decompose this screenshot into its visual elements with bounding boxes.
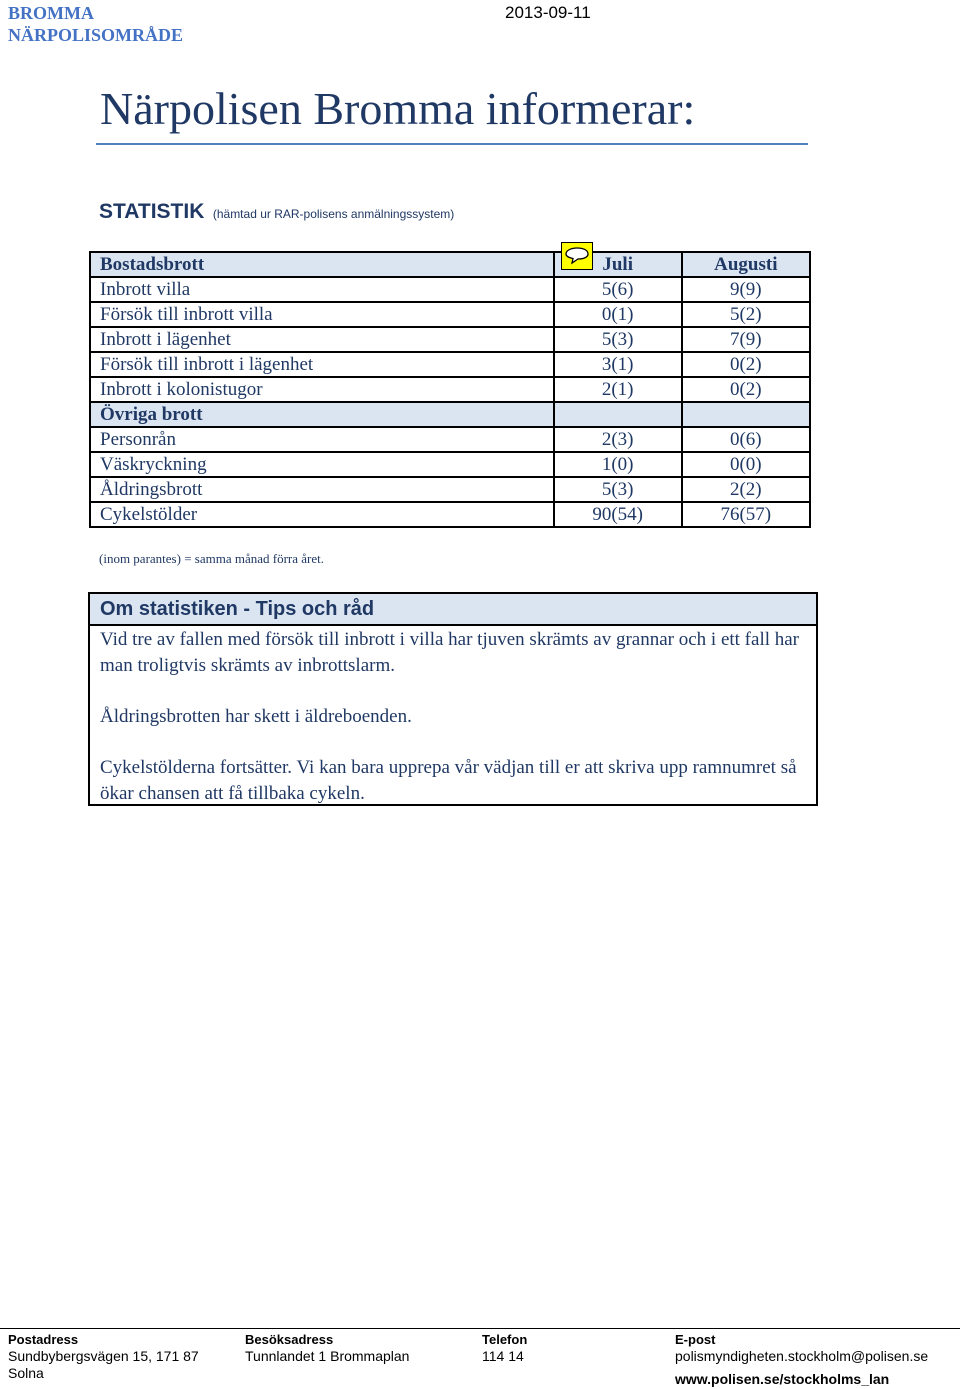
document-date: 2013-09-11 xyxy=(505,3,591,22)
value-juli: 0(1) xyxy=(554,302,682,327)
footer-besoksadress xyxy=(245,1331,409,1365)
value-juli: 5(3) xyxy=(554,477,682,502)
table-row xyxy=(90,377,810,402)
empty-cell xyxy=(554,402,682,427)
footer-epost xyxy=(675,1331,928,1388)
table-section-header xyxy=(90,402,810,427)
value-juli: 5(6) xyxy=(554,277,682,302)
statistics-heading-sub: (hämtad ur RAR-polisens anmälningssystem) xyxy=(212,207,455,221)
org-name-line2: NÄRPOLISOMRÅDE xyxy=(8,25,184,45)
footer-telefon xyxy=(482,1331,527,1365)
website-link[interactable]: www.polisen.se/stockholms_lan xyxy=(675,1371,890,1387)
table-section-header xyxy=(90,252,810,277)
row-label: Väskryckning xyxy=(90,452,554,477)
tips-paragraph: Vid tre av fallen med försök till inbrott i villa har tjuven skrämts av grannar och i ett fall har man troligtvis skrämts av inbrottslarm. xyxy=(100,629,800,676)
email-link[interactable]: polismyndigheten.stockholm@polisen.se xyxy=(675,1348,929,1364)
section-label-ovriga-brott: Övriga brott xyxy=(90,402,554,427)
footer-label: Postadress xyxy=(8,1332,79,1347)
statistics-table xyxy=(89,251,811,528)
value-augusti: 9(9) xyxy=(682,277,810,302)
row-label: Inbrott i lägenhet xyxy=(90,327,554,352)
footer xyxy=(0,1331,960,1389)
table-note: (inom parantes) = samma månad förra året. xyxy=(99,551,324,566)
tips-heading: Om statistiken - Tips och råd xyxy=(90,594,816,626)
table-row xyxy=(90,502,810,527)
table-row xyxy=(90,277,810,302)
column-header-augusti: Augusti xyxy=(682,252,810,277)
value-juli: 2(3) xyxy=(554,427,682,452)
statistics-heading-main: STATISTIK xyxy=(99,200,205,223)
row-label: Cykelstölder xyxy=(90,502,554,527)
tips-paragraph: Cykelstölderna fortsätter. Vi kan bara upprepa vår vädjan till er att skriva upp ramnumret så ökar chansen att få tillbaka cykeln. xyxy=(100,757,797,804)
empty-cell xyxy=(682,402,810,427)
table-row xyxy=(90,352,810,377)
value-augusti: 2(2) xyxy=(682,477,810,502)
value-augusti: 0(2) xyxy=(682,377,810,402)
org-name-line1: BROMMA xyxy=(8,3,94,23)
speech-bubble-icon[interactable] xyxy=(561,242,593,270)
table-row xyxy=(90,427,810,452)
footer-label: Telefon xyxy=(482,1332,528,1347)
footer-value: Tunnlandet 1 Brommaplan xyxy=(245,1348,410,1364)
value-augusti: 76(57) xyxy=(682,502,810,527)
title-underline xyxy=(96,143,808,145)
section-label-bostadsbrott: Bostadsbrott xyxy=(90,252,554,277)
org-name xyxy=(8,2,183,46)
value-juli: 1(0) xyxy=(554,452,682,477)
value-juli: 90(54) xyxy=(554,502,682,527)
row-label: Försök till inbrott villa xyxy=(90,302,554,327)
value-augusti: 0(0) xyxy=(682,452,810,477)
table-row xyxy=(90,302,810,327)
footer-label: Besöksadress xyxy=(245,1332,334,1347)
row-label: Personrån xyxy=(90,427,554,452)
column-header-juli: Juli xyxy=(554,252,682,277)
footer-value: Solna xyxy=(8,1365,44,1381)
footer-value: 114 14 xyxy=(482,1348,524,1364)
footer-value: Sundbybergsvägen 15, 171 87 xyxy=(8,1348,199,1364)
tips-paragraph: Åldringsbrotten har skett i äldreboenden. xyxy=(100,706,412,727)
row-label: Inbrott villa xyxy=(90,277,554,302)
value-augusti: 0(6) xyxy=(682,427,810,452)
table-row xyxy=(90,452,810,477)
footer-label: E-post xyxy=(675,1332,716,1347)
tips-body xyxy=(90,627,816,807)
tips-box xyxy=(88,592,818,806)
value-augusti: 0(2) xyxy=(682,352,810,377)
row-label: Inbrott i kolonistugor xyxy=(90,377,554,402)
table-row xyxy=(90,327,810,352)
value-juli: 2(1) xyxy=(554,377,682,402)
row-label: Åldringsbrott xyxy=(90,477,554,502)
page-title: Närpolisen Bromma informerar: xyxy=(100,83,696,134)
statistics-heading xyxy=(99,200,454,224)
row-label: Försök till inbrott i lägenhet xyxy=(90,352,554,377)
value-augusti: 7(9) xyxy=(682,327,810,352)
value-juli: 3(1) xyxy=(554,352,682,377)
footer-postadress xyxy=(8,1331,199,1382)
footer-divider xyxy=(0,1328,960,1329)
value-augusti: 5(2) xyxy=(682,302,810,327)
table-row xyxy=(90,477,810,502)
value-juli: 5(3) xyxy=(554,327,682,352)
